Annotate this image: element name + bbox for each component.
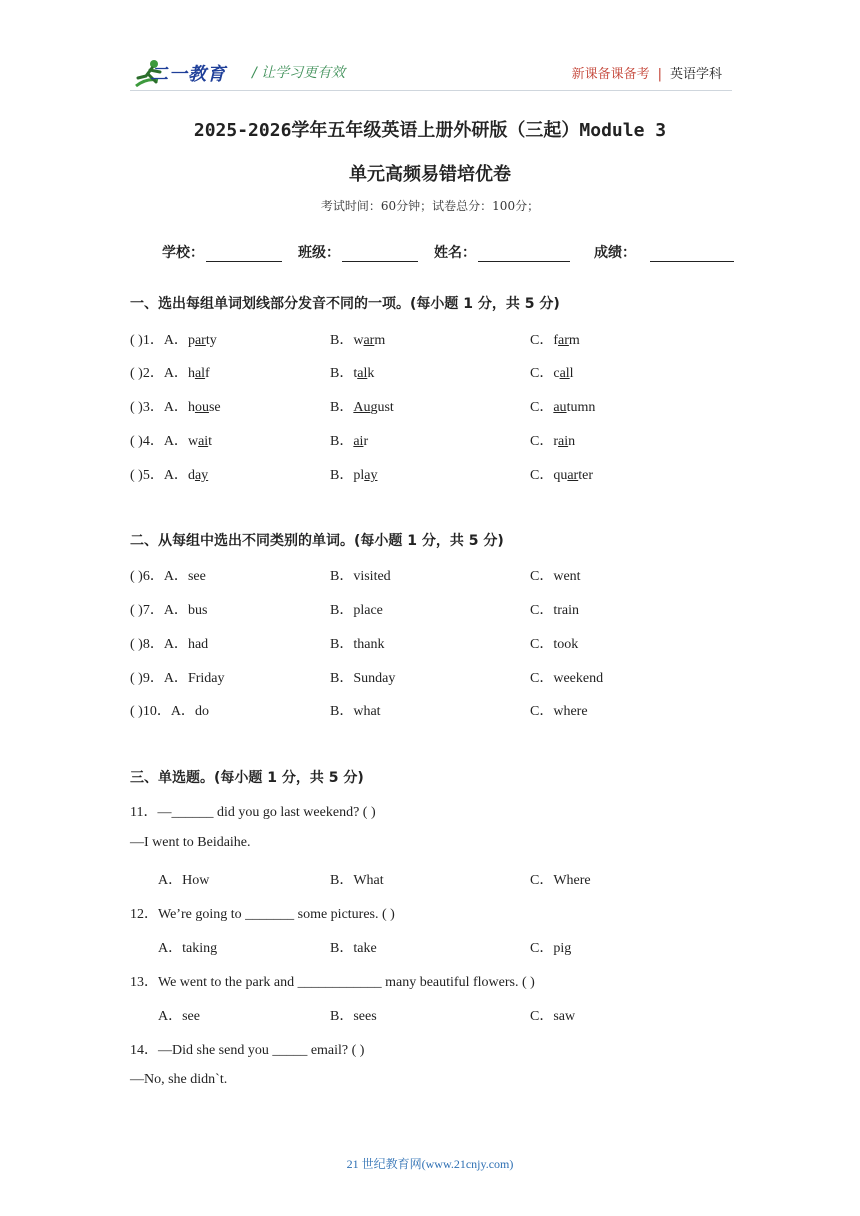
word-part: l [569,366,574,381]
option-b: B．What [330,873,384,888]
word-part: c [553,366,560,381]
option [530,329,580,349]
question-12-options [130,937,730,957]
word-part: w [187,434,199,449]
underlined-letters: Au [353,400,371,415]
option-b: B．thank [330,637,385,652]
option-word: bus [187,603,208,618]
word-part: h [187,366,195,381]
question-11: 11．—______ did you go last weekend? ( ) [130,805,376,820]
option-a [130,599,207,619]
option-word: see [187,569,206,584]
option [530,362,574,382]
option [130,329,217,349]
option-prefix: C． [530,434,554,449]
option-c: C．took [530,637,579,652]
option [130,396,221,416]
option-prefix: ( )4．A． [130,434,188,449]
word-part: n [568,434,576,449]
underlined-letters: al [357,366,368,381]
question-14-reply: —No, she didn`t. [130,1072,228,1087]
question-number: ( )8．A． [130,637,188,652]
underlined-letters: ay [194,468,209,483]
option-prefix: ( )5．A． [130,468,188,483]
question-number: ( )6．A． [130,569,188,584]
word-part: m [568,333,580,348]
section2-heading: 二、从每组中选出不同类别的单词。(每小题 1 分，共 5 分) [130,533,504,549]
option [330,464,377,484]
option-prefix: B． [330,333,354,348]
option [130,430,212,450]
option-prefix: C． [530,366,554,381]
option-b: B．visited [330,569,391,584]
option-b: B．place [330,603,383,618]
word-part: se [208,400,221,415]
question-number: ( )9．A． [130,671,188,686]
option-c: C．saw [530,1009,576,1024]
option-b: B．what [330,704,381,719]
option-b: B．sees [330,1009,377,1024]
footer: 21 世纪教育网(www.21cnjy.com) [346,1157,514,1171]
question-13-options [130,1005,730,1025]
question-row [130,329,730,349]
option-prefix: B． [330,366,354,381]
question-12: 12．We’re going to _______ some pictures. ( ) [130,907,395,922]
option-word: Friday [187,671,225,686]
section3-heading: 三、单选题。(每小题 1 分，共 5 分) [130,770,364,786]
underlined-letters: ar [567,468,579,483]
underlined-letters: ou [194,400,209,415]
question-row [130,396,730,416]
option-c: C．Where [530,873,591,888]
option-prefix: B． [330,434,354,449]
header-tag: 新课备课备考 [571,67,650,82]
page-subtitle: 单元高频易错培优卷 [349,164,511,185]
question-row [130,633,730,653]
word-part: m [374,333,386,348]
option-c: C．train [530,603,579,618]
option-prefix: ( )3．A． [130,400,188,415]
header-subject: 英语学科 [669,67,722,82]
class-label: 班级： [298,245,340,261]
option-word: do [194,704,209,719]
option-b: B．take [330,941,377,956]
option-c: C．where [530,704,588,719]
word-part: p [187,333,195,348]
brand-name: 二一教育 [150,64,226,85]
option-prefix: ( )2．A． [130,366,188,381]
option-prefix: B． [330,468,354,483]
question-row [130,464,730,484]
underlined-letters: ar [363,333,375,348]
option [530,464,593,484]
question-row [130,667,730,687]
question-number: ( )7．A． [130,603,188,618]
option [530,396,595,416]
question-row [130,599,730,619]
option-a [130,565,206,585]
question-13: 13．We went to the park and ____________ many beautiful flowers. ( ) [130,975,535,990]
word-part: w [353,333,364,348]
word-part: tumn [566,400,596,415]
option [330,329,385,349]
word-part: ty [205,333,217,348]
word-part: r [553,434,559,449]
score-label: 成绩： [594,245,636,261]
word-part: t [208,434,213,449]
option-prefix: C． [530,333,554,348]
underlined-letters: ar [558,333,569,348]
option-b: B．Sunday [330,671,396,686]
option-c: C．pig [530,941,572,956]
question-row [130,700,730,720]
underlined-letters: al [559,366,570,381]
option [330,362,374,382]
question-11-reply: —I went to Beidaihe. [130,835,251,850]
word-part: f [553,333,559,348]
school-label: 学校： [162,245,204,261]
option-prefix: B． [330,400,354,415]
school-field [162,242,282,262]
section1-heading: 一、选出每组单词划线部分发音不同的一项。(每小题 1 分，共 5 分) [130,296,560,312]
word-part: qu [553,468,568,483]
underlined-letters: ai [198,434,209,449]
word-part: h [187,400,195,415]
option-a: A．see [158,1009,200,1024]
word-part: ter [578,468,593,483]
score-field [594,242,734,262]
question-row [130,565,730,585]
word-part: pl [353,468,365,483]
underlined-letters: ai [558,434,569,449]
option [330,430,368,450]
underlined-letters: ay [364,468,378,483]
underlined-letters: au [553,400,567,415]
option-prefix: ( )1．A． [130,333,188,348]
option-a: A．taking [158,941,218,956]
word-part: f [205,366,210,381]
header-separator: | [657,67,662,82]
question-number: ( )10．A． [130,704,195,719]
underlined-letters: ai [353,434,364,449]
option-a [130,700,209,720]
page-title: 2025-2026学年五年级英语上册外研版（三起）Module 3 [193,120,667,141]
option [330,396,394,416]
header-right [572,63,722,82]
question-14: 14．—Did she send you _____ email? ( ) [130,1043,365,1058]
option-c: C．went [530,569,581,584]
word-part: gust [370,400,394,415]
name-field [434,242,570,262]
exam-info: 考试时间：60分钟；试卷总分：100分； [320,199,540,213]
underlined-letters: al [194,366,206,381]
option-a [130,667,225,687]
option [130,362,210,382]
option [130,464,208,484]
name-label: 姓名： [434,245,476,261]
question-11-options [130,869,730,889]
word-part: d [187,468,195,483]
option-c: C．weekend [530,671,604,686]
underlined-letters: ar [194,333,206,348]
option-prefix: C． [530,400,554,415]
word-part: t [353,366,358,381]
option-a: A．How [158,873,210,888]
option [530,430,575,450]
question-row [130,362,730,382]
option-prefix: C． [530,468,554,483]
option-a [130,633,208,653]
word-part: k [367,366,375,381]
slogan: / 让学习更有效 [252,65,346,81]
class-field [298,242,418,262]
option-word: had [187,637,209,652]
question-row [130,430,730,450]
word-part: r [363,434,369,449]
header-divider [130,90,732,91]
